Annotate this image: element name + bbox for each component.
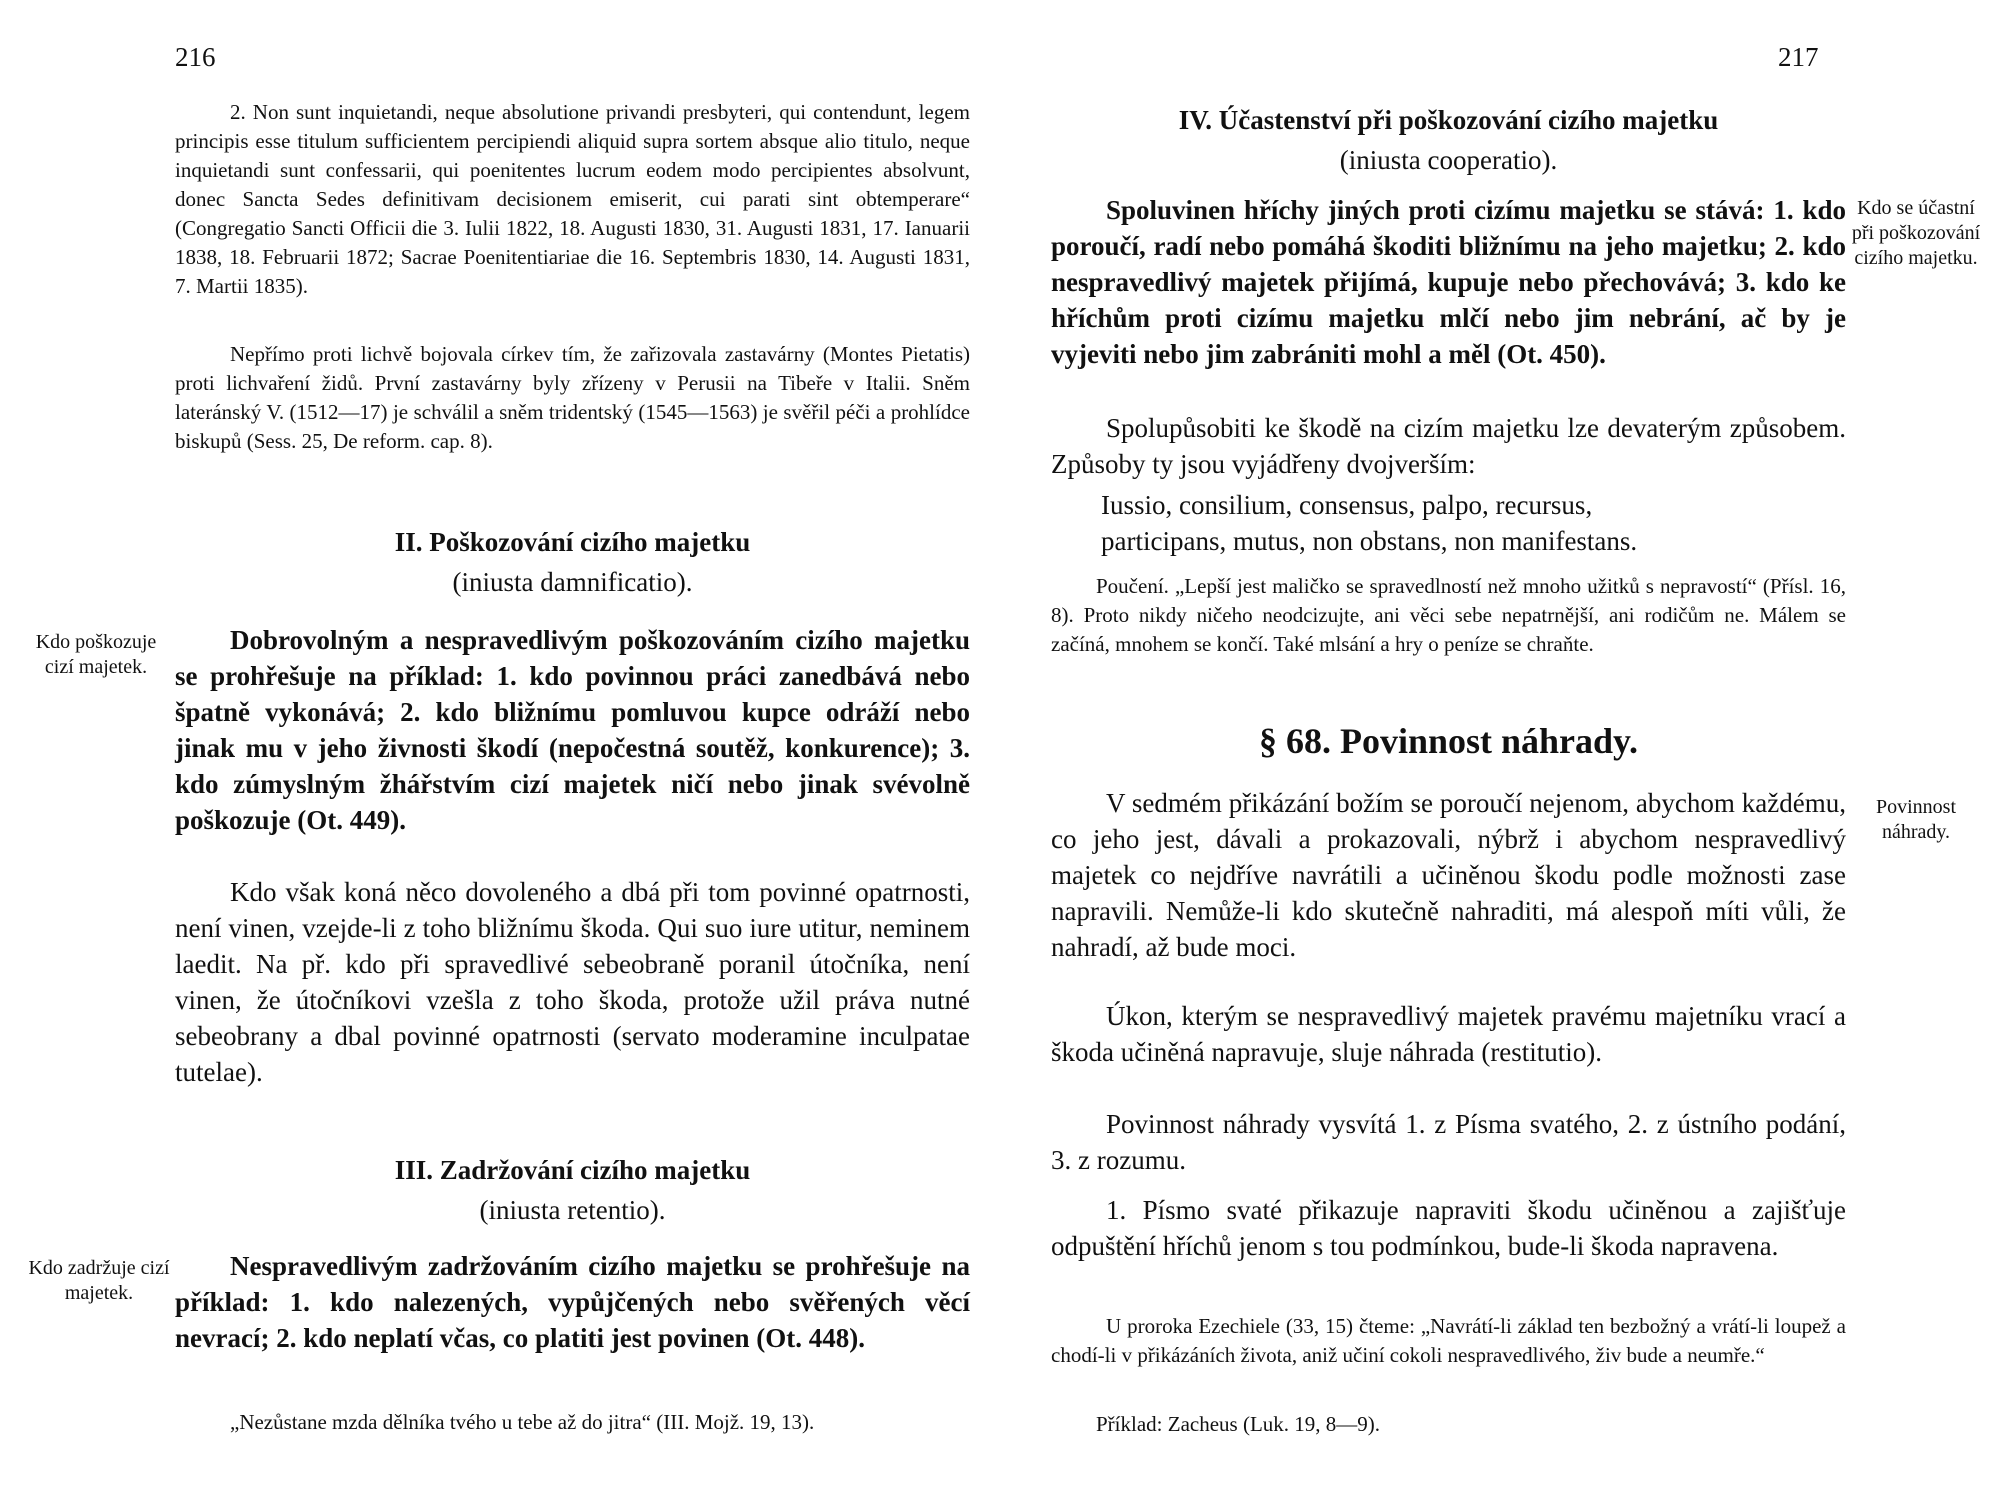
restitution-paragraph: V sedmém přikázání božím se poroučí nejenom, abychom každému, co jeho jest, dávali a prokazovali, nýbrž i abychom nespravedlivý majetek co nejdříve navrátili a učiněnou škodu podle možnosti zase napravili. Nemůže-li kdo skutečně nahraditi, má alespoň míti vůli, že nahradí, až bude moci. xyxy=(1051,788,1846,962)
verse-line: participans, mutus, non obstans, non manifestans. xyxy=(1101,526,1638,556)
bold-rule-damage: Dobrovolným a nespravedlivým poškozováním cizího majetku se prohřešuje na příklad: 1. kdo povinnou práci zanedbává nebo špatně vykonává; 2. kdo bližnímu pomluvou kupce odráží nebo jinak mu v jeho živnosti škodí (nepočestná soutěž, konkurence); 3. kdo zúmyslným žhářstvím cizí majetek ničí nebo jinak svévolně poškozuje (Ot. 449). xyxy=(175,625,970,835)
page-number: 216 xyxy=(175,42,216,72)
verse-line: Iussio, consilium, consensus, palpo, recursus, xyxy=(1101,490,1593,520)
bold-rule-cooperation: Spoluvinen hříchy jiných proti cizímu majetku se stává: 1. kdo poroučí, radí nebo pomáhá škoditi bližnímu na jeho majetku; 2. kdo nespravedlivý majetek přijímá, kupuje nebo přechovává; 3. kdo ke hříchům proti cizímu majetku mlčí nebo jim nebrání, ač by je vyjeviti nebo jim zabrániti mohl a měl (Ot. 450). xyxy=(1051,195,1846,369)
cooperation-paragraph: Spolupůsobiti ke škodě na cizím majetku lze devaterým způsobem. Způsoby ty jsou vyjádřeny dvojverším: xyxy=(1051,413,1846,479)
section-heading-damage xyxy=(175,522,970,602)
definition-paragraph: Úkon, kterým se nespravedlivý majetek pravému majetníku vrací a škoda učiněná napravuje, sluje náhrada (restitutio). xyxy=(1051,1001,1846,1067)
section-heading-retention xyxy=(175,1150,970,1230)
pawnshop-paragraph: Nepřímo proti lichvě bojovala církev tím, že zařizovala zastavárny (Montes Pietatis) proti lichvaření židů. První zastavárny byly zřízeny v Perusii na Tibeře v Italii. Sněm lateránský V. (1512—17) je schválil a sněm tridentský (1545—1563) je svěřil péči a prohlídce biskupů (Sess. 25, De reform. cap. 8). xyxy=(175,342,970,453)
section-subtitle: (iniusta retentio). xyxy=(479,1195,666,1225)
example-line: Příklad: Zacheus (Luk. 19, 8—9). xyxy=(1096,1412,1381,1436)
margin-note: Kdo poškozuje cizí majetek. xyxy=(35,631,157,678)
right-page xyxy=(996,0,1992,1500)
margin-note: Kdo zadržuje cizí majetek. xyxy=(28,1257,170,1304)
section-68-heading: § 68. Povinnost náhrady. xyxy=(1258,721,1639,761)
sources-paragraph: Povinnost náhrady vysvítá 1. z Písma svatého, 2. z ústního podání, 3. z rozumu. xyxy=(1051,1109,1846,1175)
section-subtitle: (iniusta damnificatio). xyxy=(452,567,693,597)
section-title: IV. Účastenství při poškozování cizího majetku xyxy=(1178,105,1719,135)
self-defense-paragraph: Kdo však koná něco dovoleného a dbá při tom povinné opatrnosti, není vinen, vzejde-li z toho bližnímu škoda. Qui suo iure utitur, neminem laedit. Na př. kdo při spravedlivé sebeobraně poranil útočníka, není vinen, že útočníkovi vzešla z toho škoda, protože užil práva nutné sebeobrany a dbal povinné opatrnosti (servato moderamine inculpatae tutelae). xyxy=(175,877,970,1087)
scripture-quote: „Nezůstane mzda dělníka tvého u tebe až do jitra“ (III. Mojž. 19, 13). xyxy=(230,1410,815,1434)
section-heading-cooperation xyxy=(1051,100,1846,180)
latin-verse xyxy=(1101,487,1846,559)
section-title: III. Zadržování cizího majetku xyxy=(394,1155,751,1185)
section-subtitle: (iniusta cooperatio). xyxy=(1339,145,1558,175)
page-number: 217 xyxy=(1778,42,1819,72)
section-title: II. Poškozování cizího majetku xyxy=(394,527,751,557)
margin-note: Povinnost náhrady. xyxy=(1875,796,1957,843)
bold-rule-retention: Nespravedlivým zadržováním cizího majetku se prohřešuje na příklad: 1. kdo nalezených, vypůjčených nebo svěřených věcí nevrací; 2. kdo neplatí včas, co platiti jest povinen (Ot. 448). xyxy=(175,1251,970,1353)
latin-decree-paragraph: 2. Non sunt inquietandi, neque absolutione privandi presbyteri, qui contendunt, legem principis esse titulum sufficientem percipiendi aliquid supra sortem absque alio titulo, neque inquietandi sunt confessarii, qui poenitentes lucrum eodem modo percipientes absolvunt, donec Sancta Sedes definitivam decisionem emiserit, cui parati sint obtemperare“ (Congregatio Sancti Officii die 3. Iulii 1822, 18. Augusti 1830, 31. Augusti 1831, 17. Ianuarii 1838, 18. Februarii 1872; Sacrae Poenitentiariae die 16. Septembris 1830, 14. Augusti 1831, 7. Martii 1835). xyxy=(175,100,970,298)
scripture-paragraph: 1. Písmo svaté přikazuje napraviti škodu učiněnou a zajišťuje odpuštění hříchů jenom s tou podmínkou, bude-li škoda napravena. xyxy=(1051,1195,1846,1261)
ezekiel-quote: U proroka Ezechiele (33, 15) čteme: „Navrátí-li základ ten bezbožný a vrátí-li loupež a chodí-li v přikázáních života, aniž učiní cokoli nespravedlivého, živ bude a neumře.“ xyxy=(1051,1314,1846,1367)
margin-note: Kdo se účastní při poškozování cizího majetku. xyxy=(1851,197,1981,269)
lesson-note: Poučení. „Lepší jest maličko se spravedlností než mnoho užitků s nepravostí“ (Přísl. 16, 8). Proto nikdy ničeho neodcizujte, ani věci sebe nepatrnější, ani rodičům ne. Málem se začíná, mnohem se končí. Také mlsání a hry o peníze se chraňte. xyxy=(1051,574,1846,656)
